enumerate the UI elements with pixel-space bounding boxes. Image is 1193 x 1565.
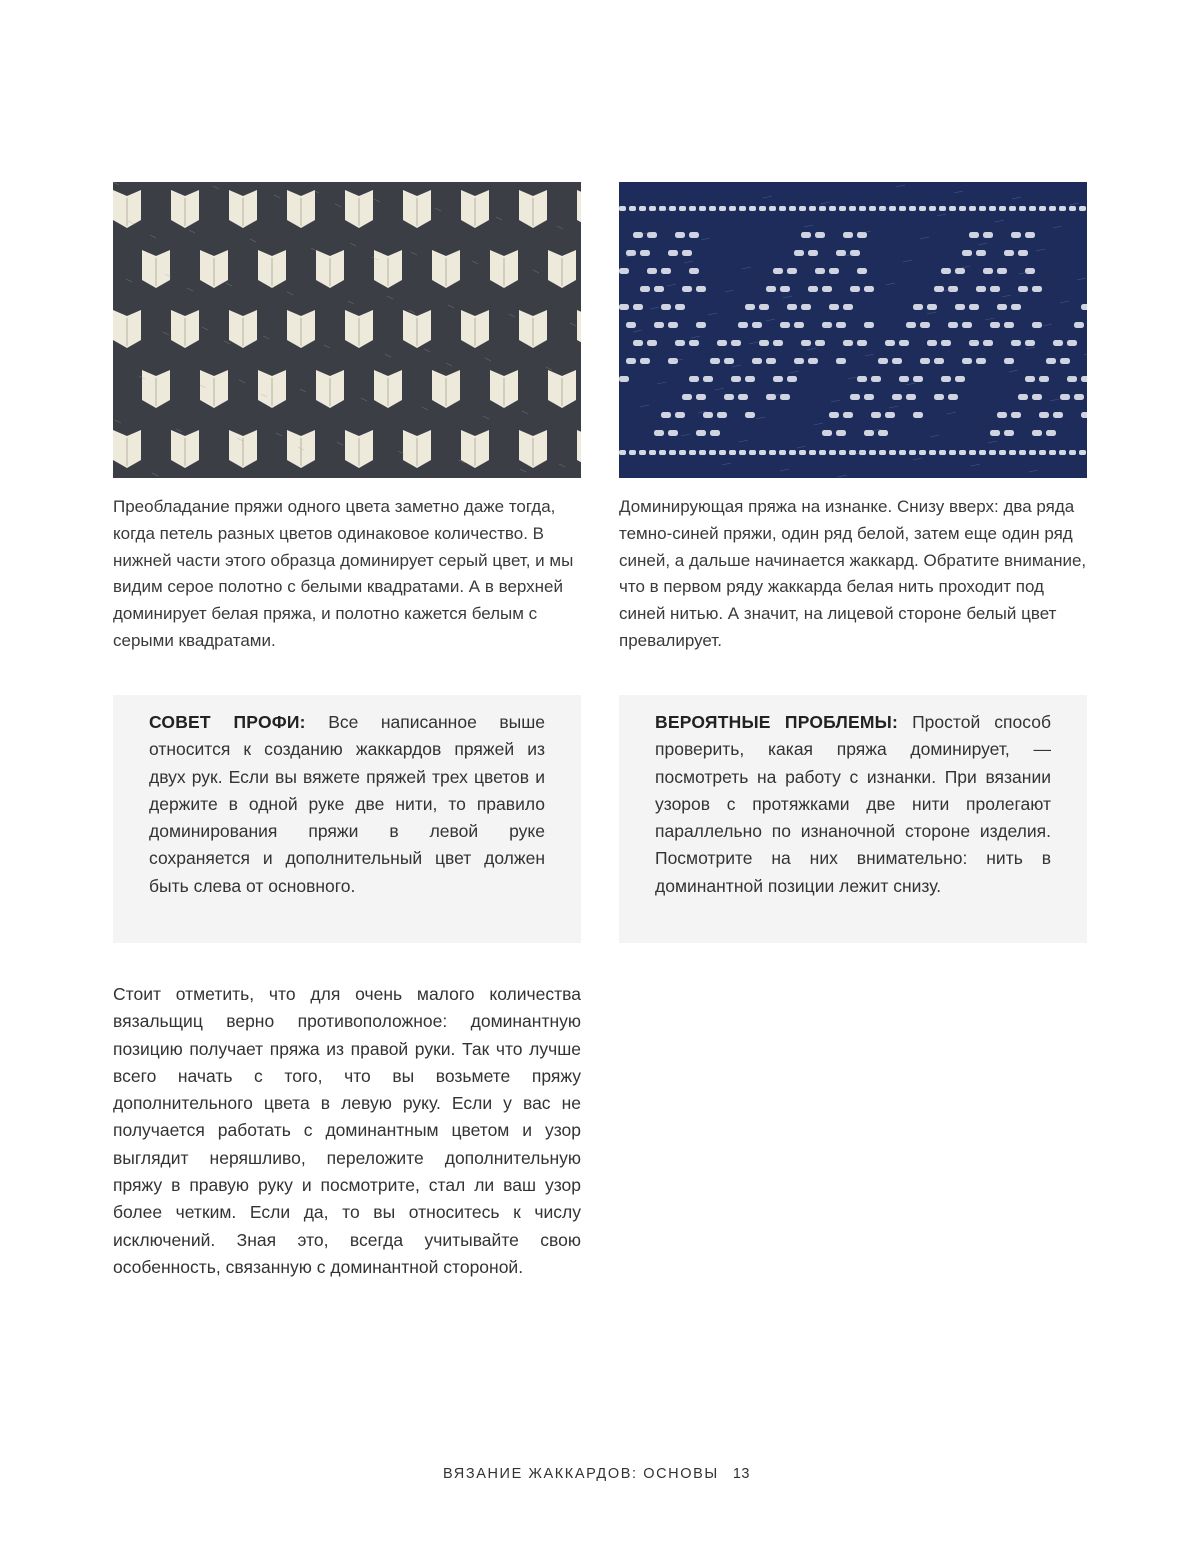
blue-jacquard-image xyxy=(619,182,1087,478)
pro-tip-body: Все написанное выше относится к созданию жаккардов пряжей из двух рук. Если вы вяжете пряжей трех цветов и держите в одной руке две нити, то правило доминирования пряжи в левой руке сохраняется и дополнительный цвет должен быть слева от основного. xyxy=(149,712,545,896)
possible-problems-box xyxy=(619,695,1087,943)
running-title: ВЯЗАНИЕ ЖАККАРДОВ: ОСНОВЫ xyxy=(443,1466,719,1482)
checkered-knit-image xyxy=(113,182,581,478)
page-number: 13 xyxy=(732,1466,750,1482)
possible-problems-text xyxy=(655,709,1051,900)
caption-right-photo: Доминирующая пряжа на изнанке. Снизу вверх: два ряда темно-синей пряжи, один ряд белой, затем еще один ряд синей, а дальше начинается жаккард. Обратите внимание, что в первом ряду жаккарда белая нить проходит под синей нитью. А значит, на лицевой стороне белый цвет превалирует. xyxy=(619,497,1087,650)
main-body-paragraph: Стоит отметить, что для очень малого количества вязальщиц верно противоположное: доминантную позицию получает пряжа из правой руки. Так что лучше всего начать с того, что вы возьмете пряжу дополнительного цвета в левую руку. Если у вас не получается работать с доминантным цветом и узор выглядит неряшливо, переложите дополнительную пряжу в правую руку и посмотрите, стал ли ваш узор более четким. Если да, то вы относитесь к числу исключений. Зная это, всегда учитывайте свою особенность, связанную с доминантной стороной. xyxy=(113,984,581,1277)
photo-blue-jacquard-reverse-side xyxy=(619,182,1087,478)
possible-problems-body: Простой способ проверить, какая пряжа доминирует, — посмотреть на работу с изнанки. При вязании узоров с протяжками две нити пролегают параллельно по изнаночной стороне изделия. Посмотрите на них внимательно: нить в доминантной позиции лежит снизу. xyxy=(655,712,1051,896)
pro-tip-box xyxy=(113,695,581,943)
possible-problems-label: ВЕРОЯТНЫЕ ПРОБЛЕМЫ: xyxy=(655,712,898,732)
caption-left-photo: Преобладание пряжи одного цвета заметно даже тогда, когда петель разных цветов одинаковое количество. В нижней части этого образца доминирует серый цвет, и мы видим серое полотно с белыми квадратами. А в верхней доминирует белая пряжа, и полотно кажется белым с серыми квадратами. xyxy=(113,497,574,650)
pro-tip-text xyxy=(149,709,545,900)
photo-checkered-knit-sample xyxy=(113,182,581,478)
page-footer xyxy=(0,1466,1193,1482)
pro-tip-label: СОВЕТ ПРОФИ: xyxy=(149,712,306,732)
